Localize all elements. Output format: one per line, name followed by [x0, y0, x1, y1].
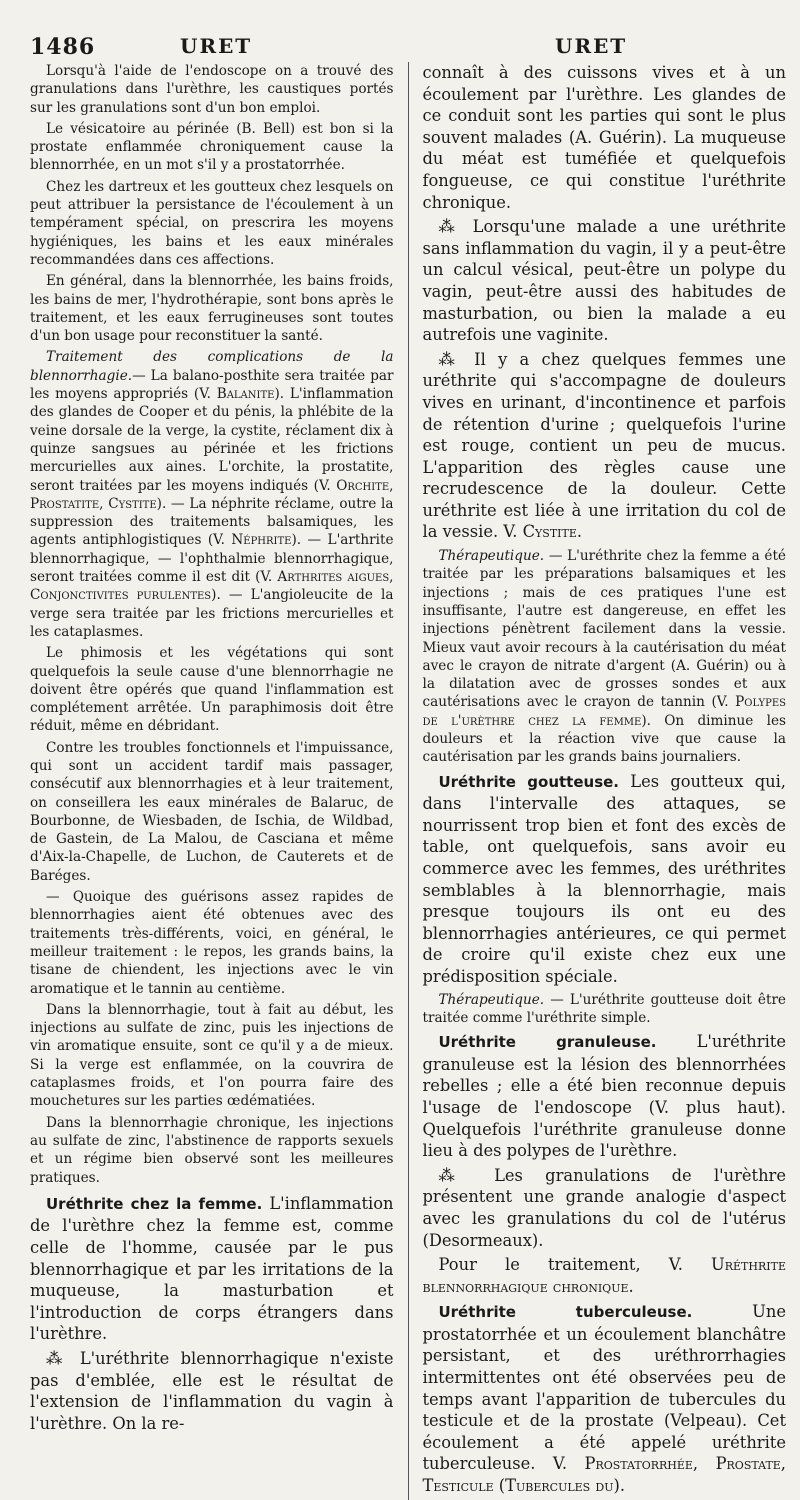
- text-run: ⁂ Il y a chez quelques femmes une uréthrite qui s'accompagne de douleurs vives en urinant, d'incontinence et parfois de rétention d'urine ; quelquefois l'urine est rouge, contient un peu de mucus. L'apparition des règles cause une recrudescence de la douleur. Cette uréthrite est liée à une irritation du col de la vessie. V.: [422, 349, 786, 542]
- text-run: .: [619, 1476, 626, 1496]
- entry-heading: Uréthrite granuleuse.: [438, 1033, 657, 1052]
- text-run: L'inflammation de l'urèthre chez la femme est, comme celle de l'homme, causée par le pus blennorrhagique et par les irritations de la muqueuse, la masturbation et l'introduction de corps étrangers dans l'urèthre.: [30, 1193, 394, 1344]
- section-heading-therapeutique: Thérapeutique.: [438, 548, 545, 565]
- paragraph: Lorsqu'à l'aide de l'endoscope on a trouvé des granulations dans l'urèthre, les caustiques portés sur les granulations sont d'un bon emploi.: [30, 63, 394, 116]
- cross-reference: Orchite, Prostatite, Cystite: [30, 477, 394, 512]
- cross-reference: Polypes de l'urèthre chez la femme: [422, 694, 786, 729]
- paragraph: Dans la blennorrhagie, tout à fait au début, les injections au sulfate de zinc, puis les injections de vin aromatique ensuite, sont ce qu'il y a de mieux. Si la verge est enflammée, on la couvrira de cataplasmes froids, et l'on pourra faire des mouchetures sur les parties œdématiées.: [30, 1001, 394, 1110]
- running-head-left: URET: [180, 34, 253, 58]
- paragraph: Dans la blennorrhagie chronique, les injections au sulfate de zinc, l'abstinence de rapports sexuels et un régime bien observé sont les meilleures pratiques.: [30, 1114, 394, 1186]
- text-run: Une prostatorrhée et un écoulement blanchâtre persistant, et des uréthrorrhagies intermittentes ont été observées peu de temps avant l'apparition de tubercules du testicule et de la prostate (Velpeau). Cet écoulement a été appelé uréthrite tuberculeuse. V.: [422, 1302, 786, 1474]
- paragraph-complications: [30, 348, 394, 641]
- paragraph: connaît à des cuissons vives et à un écoulement par l'urèthre. Les glandes de ce conduit sont les parties qui sont le plus souvent malades (A. Guérin). La muqueuse du méat est tuméfiée et quelquefois fongueuse, ce qui constitue l'uréthrite chronique.: [422, 63, 786, 212]
- cross-reference: Cystite: [522, 522, 577, 542]
- paragraph: Le phimosis et les végétations qui sont quelquefois la seule cause d'une blennorrhagie ne doivent être opérés que quand l'inflammation est complétement arrêtée. Un paraphimosis doit être réduit, même en débridant.: [30, 645, 394, 735]
- text-run: L'uréthrite granuleuse est la lésion des blennorrhées rebelles ; elle a été bien reconnue depuis l'usage de l'endoscope (V. plus haut). Quelquefois l'uréthrite granuleuse donne lieu à des polypes de l'urèthre.: [422, 1032, 786, 1161]
- paragraph: Chez les dartreux et les goutteux chez lesquels on peut attribuer la persistance de l'écoulement à un tempérament spécial, on prescrira les moyens hygiéniques, les bains et les eaux minérales recommandées dans ces affections.: [30, 178, 394, 268]
- paragraph: Le vésicatoire au périnée (B. Bell) est bon si la prostate enflammée chroniquement cause la blennorrhée, en un mot s'il y a prostatorrhée.: [30, 120, 394, 174]
- paragraph-therapeutique: [422, 547, 786, 767]
- cross-reference: Uréthrite blennorrhagique chronique: [422, 1255, 786, 1296]
- paragraph: Contre les troubles fonctionnels et l'impuissance, qui sont un accident tardif mais passager, consécutif aux blennorrhagies et à leur traitement, on conseillera les eaux minérales de Balaruc, de Bourbonne, de Wiesbaden, de Ischia, de Wildbad, de Gastein, de La Malou, de Casciana et même d'Aix-la-Chapelle, de Luchon, de Cauterets et de Baréges.: [30, 739, 394, 884]
- entry-urethrite-femme: [30, 1193, 394, 1345]
- section-heading-therapeutique: Thérapeutique.: [438, 991, 545, 1008]
- text-run: Pour le traitement, V.: [438, 1255, 712, 1275]
- paragraph-cystite: [422, 349, 786, 543]
- paragraph: ⁂ Les granulations de l'urèthre présentent une grande analogie d'aspect avec les granulations du col de l'utérus (Desormeaux).: [422, 1165, 786, 1250]
- entry-urethrite-tuberculeuse: [422, 1301, 786, 1496]
- paragraph: ⁂ L'uréthrite blennorrhagique n'existe pas d'emblée, elle est le résultat de l'extension de l'inflammation du vagin à l'urèthre. On la re-: [30, 1348, 394, 1433]
- page-header: [30, 28, 786, 62]
- text-run: .: [628, 1276, 634, 1296]
- column-divider: [408, 62, 409, 1500]
- text-run: — La balano-posthite sera traitée par les moyens appropriés (V.: [30, 367, 394, 403]
- right-column: [422, 62, 786, 1500]
- cross-reference: Prostatorrhée, Prostate, Testicule (Tubercules du): [422, 1454, 786, 1496]
- paragraph-traitement: [422, 1254, 786, 1297]
- paragraph-therapeutique-goutteuse: [422, 991, 786, 1028]
- text-run: ). On diminue les douleurs et la réaction vive que cause la cautérisation par les grands bains journaliers.: [422, 712, 786, 766]
- running-head-right: URET: [555, 34, 628, 58]
- paragraph: En général, dans la blennorrhée, les bains froids, les bains de mer, l'hydrothérapie, sont bons après le traitement, et les eaux ferrugineuses sont toutes d'un bon usage pour reconstituer la santé.: [30, 273, 394, 345]
- paragraph: ⁂ Lorsqu'une malade a une uréthrite sans inflammation du vagin, il y a peut-être un calcul vésical, peut-être un polype du vagin, peut-être aussi des habitudes de masturbation, ou bien la malade a eu autrefois une vaginite.: [422, 217, 786, 345]
- paragraph: — Quoique des guérisons assez rapides de blennorrhagies aient été obtenues avec des traitements très-différents, voici, en général, le meilleur traitement : le repos, les grands bains, la tisane de chiendent, les injections avec le vin aromatique et le tannin au centième.: [30, 889, 394, 997]
- entry-heading: Uréthrite goutteuse.: [438, 772, 619, 791]
- text-run: — L'uréthrite goutteuse doit être traitée comme l'uréthrite simple.: [422, 991, 786, 1026]
- text-run: ). — L'arthrite blennorrhagique, — l'ophthalmie blennorrhagique, seront traitées comme il est dit (V.: [30, 532, 394, 586]
- entry-urethrite-goutteuse: [422, 771, 786, 988]
- left-column: [30, 62, 394, 1500]
- section-heading-complications: Traitement des complications de la blennorrhagie.: [30, 349, 394, 384]
- cross-reference: Néphrite: [231, 532, 292, 549]
- text-run: — L'uréthrite chez la femme a été traitée par les préparations balsamiques et les injections ; mais de ces pratiques l'une est insuffisante, l'autre est dangereuse, en effet les injections pénètrent facilement dans la vessie. Mieux vaut avoir recours à la cautérisation du méat avec le crayon de nitrate d'argent (A. Guérin) ou à la dilatation avec de grosses sondes et aux cautérisations avec le crayon de tannin (V.: [422, 548, 786, 711]
- text-run: ). — L'angioleucite de la verge sera traitée par les frictions mercurielles et les cataplasmes.: [30, 587, 394, 640]
- entry-heading: Uréthrite tuberculeuse.: [438, 1303, 693, 1322]
- cross-reference: Arthrites aigues, Conjonctivites purulentes: [30, 569, 394, 604]
- page-number: 1486: [30, 34, 96, 60]
- entry-urethrite-granuleuse: [422, 1031, 786, 1162]
- text-run: ). — La néphrite réclame, outre la suppression des traitements balsamiques, les agents antiphlogistiques (V.: [30, 495, 394, 549]
- text-run: Les goutteux qui, dans l'intervalle des attaques, se nourrissent trop bien et font des excès de table, ont quelquefois, sans avoir eu commerce avec les femmes, des uréthrites semblables à la blennorrhagie, mais presque toujours ils ont eu des blennorrhagies antérieures, ce qui permet de croire qu'il existe chez eux une prédisposition spéciale.: [422, 771, 786, 986]
- text-run: .: [576, 522, 583, 542]
- text-run: ). L'inflammation des glandes de Cooper et du pénis, la phlébite de la veine dorsale de la verge, la cystite, réclament dix à quinze sangsues au périnée et les frictions mercurielles aux aines. L'orchite, la prostatite, seront traitées par les moyens indiqués (V.: [30, 386, 394, 494]
- cross-reference: Balanite: [216, 386, 275, 403]
- text-columns: [30, 62, 786, 1500]
- entry-heading: Uréthrite chez la femme.: [46, 1194, 263, 1213]
